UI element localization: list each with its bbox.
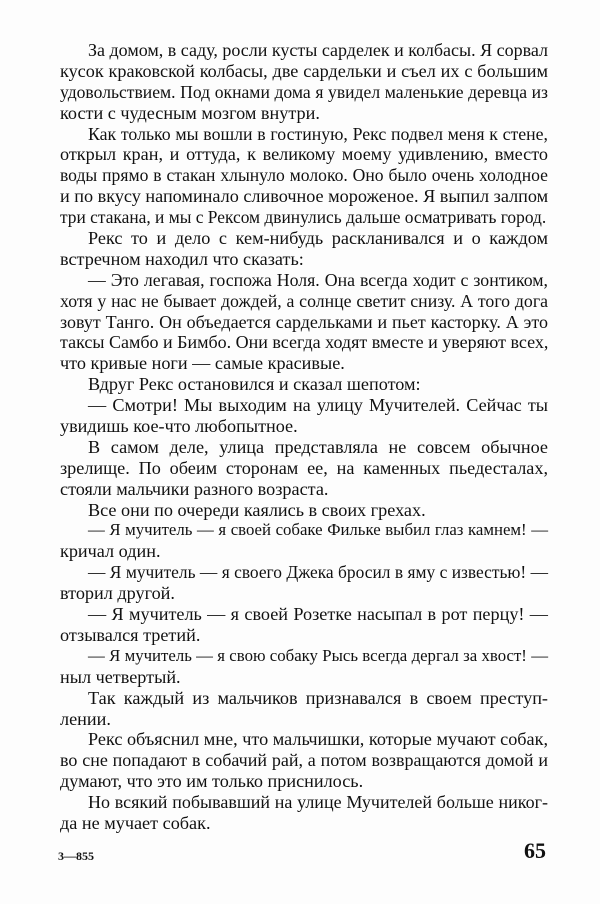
text-line: стояли мальчики разного возраста. (60, 478, 329, 499)
text-line: Вдруг Рекс остановился и сказал шепотом: (88, 374, 421, 395)
text-line: кричал один. (60, 541, 161, 562)
text-line: таксы Самбо и Бимбо. Они всегда ходят вместе и уверяют всех, (60, 332, 549, 353)
body-text (60, 40, 548, 834)
text-line: За домом, в саду, росли кусты сарделек и колбасы. Я сорвал (88, 40, 548, 60)
text-line: — Я мучитель — я своей собаке Фильке выбил глаз камнем! — (88, 520, 548, 540)
text-line: три стакана, и мы с Рексом двинулись дальше осматривать город. (60, 207, 547, 228)
text-line: лении. (60, 708, 111, 729)
text-line: думают, что это им только приснилось. (60, 771, 364, 792)
text-line: что кривые ноги — самые красивые. (60, 353, 345, 374)
text-line: Рекс то и дело с кем-нибудь раскланивался и о каждом (88, 228, 548, 249)
text-line: кости с чудесным мозгом внутри. (60, 102, 320, 123)
text-line: и по вкусу напоминало сливочное мороженое. Я выпил залпом (60, 186, 549, 207)
text-line: Как только мы вошли в гостиную, Рекс подвел меня к стене, (88, 123, 548, 144)
text-line: Так каждый из мальчиков признавался в своем преступ- (88, 687, 548, 708)
text-line: открыл кран, и оттуда, к великому моему удивлению, вместо (60, 144, 548, 165)
text-line: хотя у нас не бывает дождей, а солнце светит снизу. А того дога (60, 290, 548, 311)
text-line: встречном находил что сказать: (60, 248, 304, 269)
text-line: воды прямо в стакан хлынуло молоко. Оно было очень холодное (60, 165, 548, 186)
text-line: увидишь кое-что любопытное. (60, 416, 298, 437)
text-line: удовольствием. Под окнами дома я увидел маленькие деревца из (60, 81, 548, 102)
page-number: 65 (524, 838, 546, 863)
text-line: — Это легавая, госпожа Ноля. Она всегда ходит с зонтиком, (88, 269, 548, 290)
text-line: В самом деле, улица представляла не совсем обычное (88, 436, 548, 457)
text-line: — Смотри! Мы выходим на улицу Мучителей. Сейчас ты (88, 395, 548, 416)
text-line: — Я мучитель — я свою собаку Рысь всегда дергал за хвост! — (88, 645, 548, 665)
text-line: — Я мучитель — я своей Розетке насыпал в рот перцу! — (88, 604, 548, 625)
text-line: Но всякий побывавший на улице Мучителей больше никог- (88, 792, 548, 813)
text-line: — Я мучитель — я своего Джека бросил в яму с известью! — (88, 562, 548, 583)
printer-signature: 3—855 (58, 849, 94, 863)
text-line: вторил другой. (60, 583, 175, 604)
text-line: кусок краковской колбасы, две сардельки и съел их с большим (60, 60, 548, 81)
text-line: зрелище. По обеим сторонам ее, на каменных пьедесталах, (60, 457, 548, 478)
text-line: во сне попадают в собачий рай, а потом возвращаются домой и (60, 750, 548, 771)
text-line: отзывался третий. (60, 624, 201, 645)
text-line: ныл четвертый. (60, 666, 181, 687)
text-line: Все они по очереди каялись в своих грехах. (88, 499, 426, 520)
text-line: Рекс объяснил мне, что мальчишки, которые мучают собак, (88, 729, 548, 750)
text-line: да не мучает собак. (60, 812, 211, 833)
text-line: зовут Танго. Он объедается сардельками и пьет касторку. А это (60, 311, 548, 332)
